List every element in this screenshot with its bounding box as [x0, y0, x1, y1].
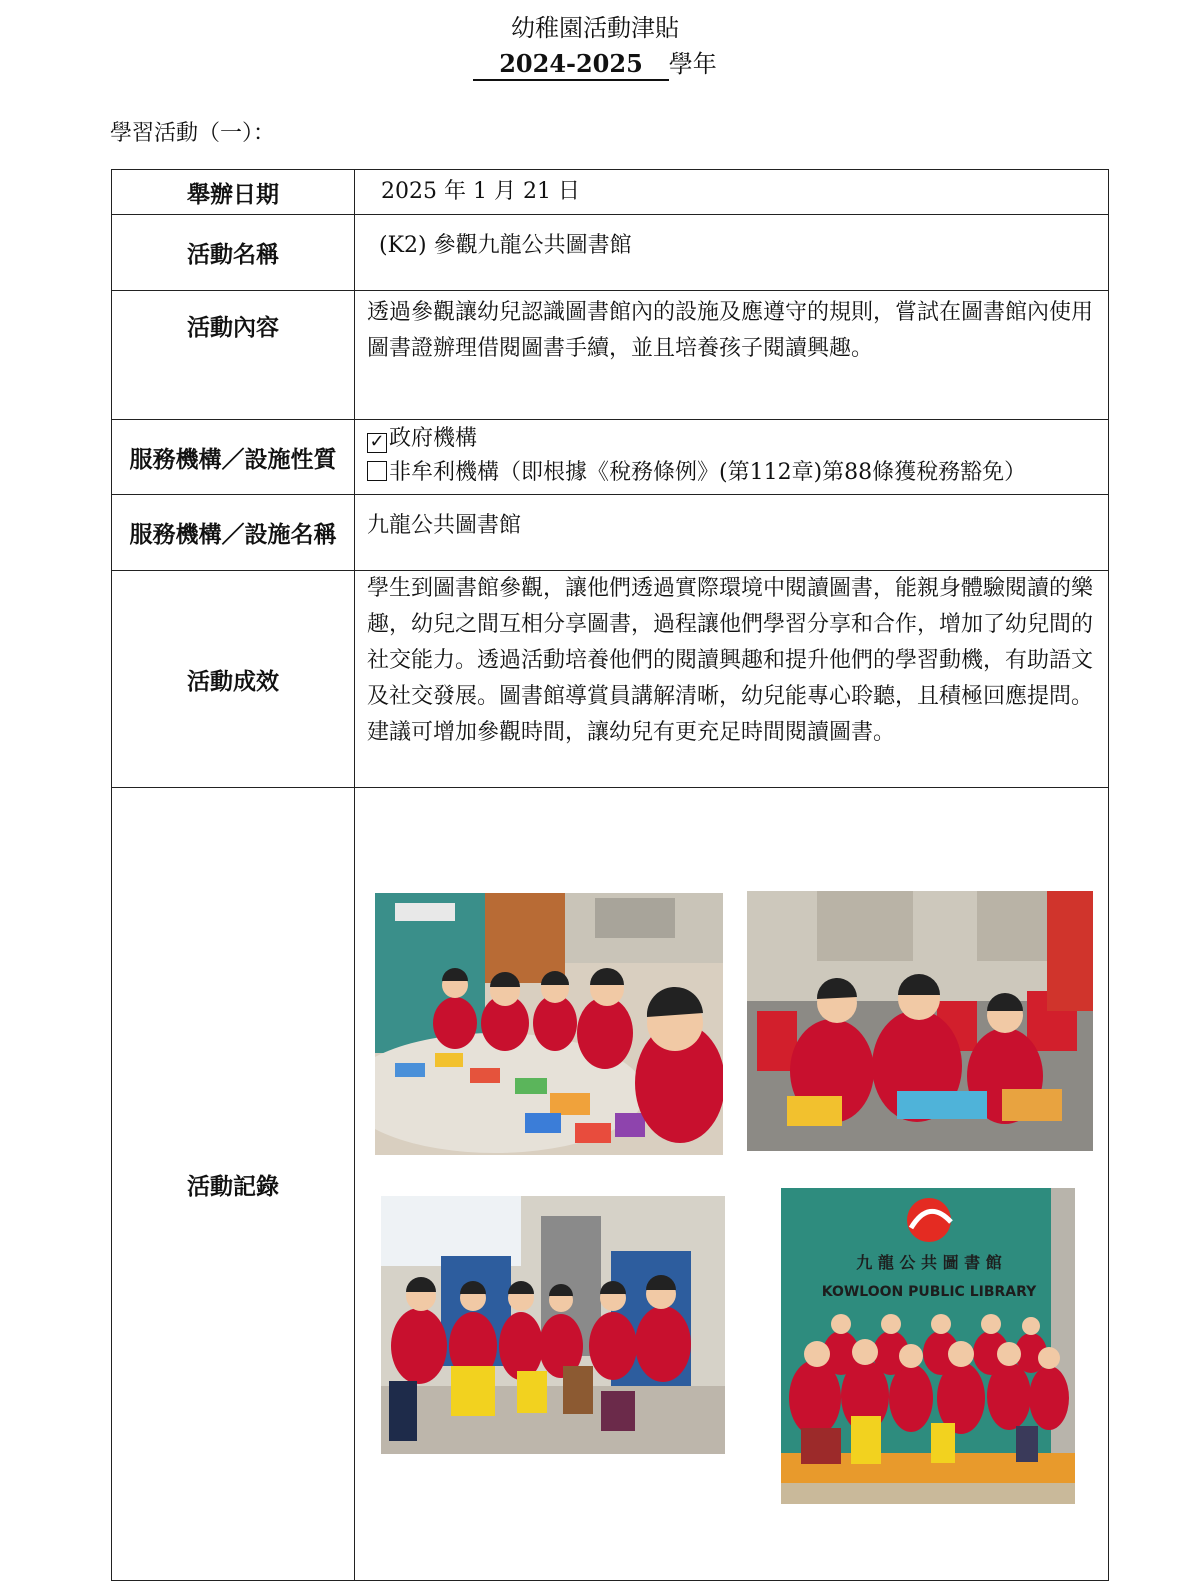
record-photos-cell — [355, 788, 1109, 1581]
outcome-label: 活動成效 — [112, 571, 355, 788]
checkbox-checked-icon[interactable]: ✓ — [367, 433, 387, 453]
option-nonprofit-label: 非牟利機構（即根據《稅務條例》(第112章)第88條獲稅務豁免） — [389, 460, 1027, 485]
date-value: 2025 年 1 月 21 日 — [355, 170, 1109, 215]
school-year-suffix: 學年 — [668, 50, 717, 78]
row-nature — [112, 420, 1109, 495]
row-date — [112, 170, 1109, 215]
photo-seated-readers — [747, 891, 1093, 1151]
activity-form-table — [111, 169, 1109, 1581]
facility-name-label: 服務機構／設施名稱 — [112, 495, 355, 571]
document-title: 幼稚園活動津貼 — [511, 14, 679, 42]
school-year — [0, 44, 1190, 81]
activity-name-label: 活動名稱 — [112, 215, 355, 291]
row-facility — [112, 495, 1109, 571]
record-label: 活動記錄 — [112, 788, 355, 1581]
row-content — [112, 291, 1109, 420]
library-sign-chinese: 九 龍 公 共 圖 書 館 — [856, 1253, 1002, 1272]
date-label: 舉辦日期 — [112, 170, 355, 215]
activity-name-value: (K2) 參觀九龍公共圖書館 — [355, 215, 1109, 291]
facility-nature-label: 服務機構／設施性質 — [112, 420, 355, 495]
row-record — [112, 788, 1109, 1581]
row-outcome — [112, 571, 1109, 788]
photo-library-sign — [781, 1188, 1075, 1504]
row-name — [112, 215, 1109, 291]
section-title: 學習活動（一）： — [110, 121, 276, 146]
activity-content-label: 活動內容 — [112, 291, 355, 420]
photo-collage — [355, 788, 1108, 1580]
option-government-label: 政府機構 — [389, 426, 478, 451]
option-government[interactable] — [367, 422, 1094, 456]
school-year-value: 2024-2025 — [473, 49, 669, 81]
activity-content-value: 透過參觀讓幼兒認識圖書館內的設施及應遵守的規則，嘗試在圖書館內使用圖書證辦理借閱圖書手續，並且培養孩子閱讀興趣。 — [355, 291, 1109, 420]
option-nonprofit[interactable] — [367, 456, 1094, 490]
photo-reading-table — [375, 893, 723, 1155]
facility-nature-options — [355, 420, 1109, 495]
facility-name-value: 九龍公共圖書館 — [355, 495, 1109, 571]
photo-group-entrance — [381, 1196, 725, 1454]
checkbox-empty-icon[interactable] — [367, 461, 387, 481]
library-sign-english: KOWLOON PUBLIC LIBRARY — [821, 1284, 1037, 1300]
outcome-value: 學生到圖書館參觀，讓他們透過實際環境中閱讀圖書，能親身體驗閱讀的樂趣，幼兒之間互相分享圖書，過程讓他們學習分享和合作，增加了幼兒間的社交能力。透過活動培養他們的閱讀興趣和提升他們的學習動機，有助語文及社交發展。圖書館導賞員講解清晰，幼兒能專心聆聽，且積極回應提問。建議可增加參觀時間，讓幼兒有更充足時間閱讀圖書。 — [355, 571, 1109, 788]
